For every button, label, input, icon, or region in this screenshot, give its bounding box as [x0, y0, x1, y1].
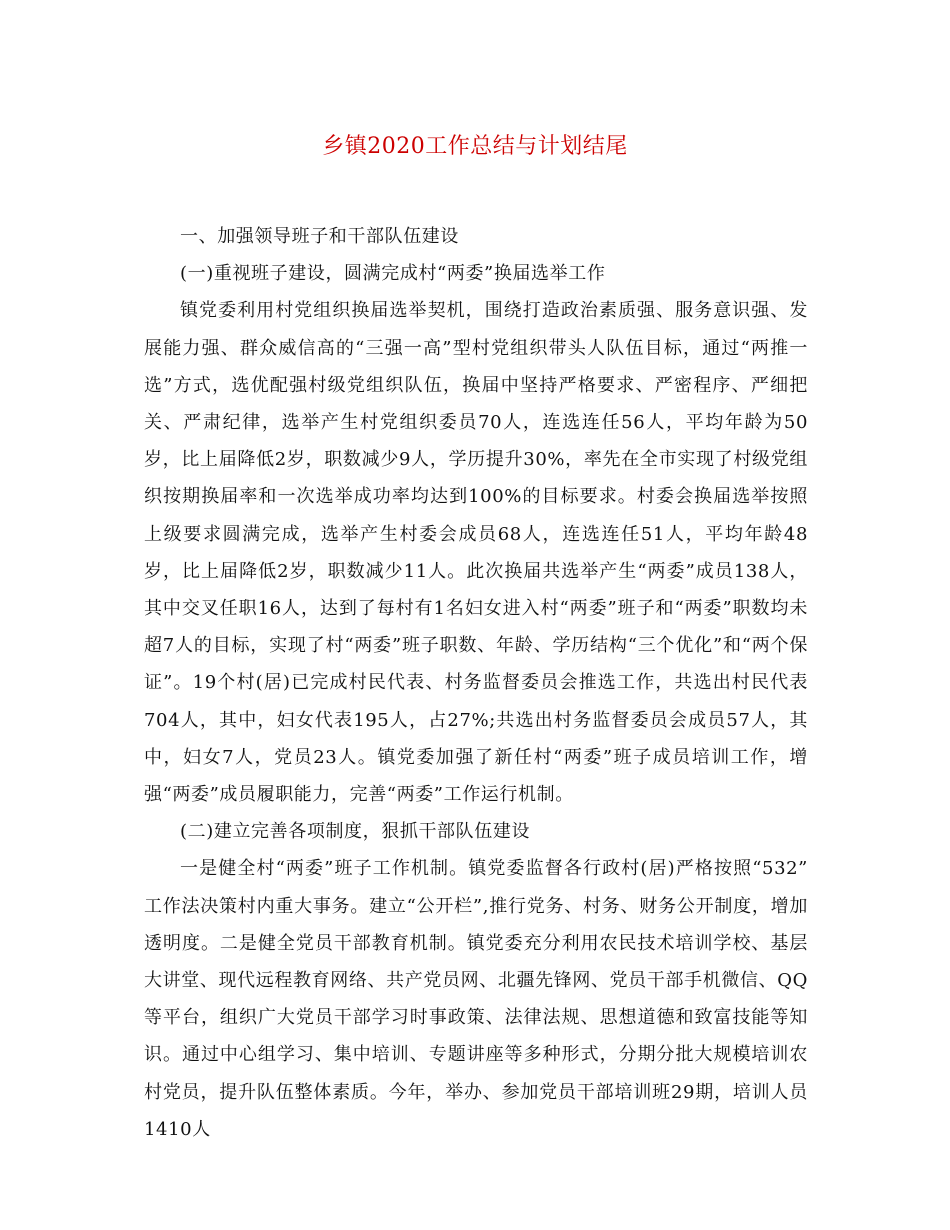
body-paragraph: 镇党委利用村党组织换届选举契机，围绕打造政治素质强、服务意识强、发展能力强、群众威信高的“三强一高”型村党组织带头人队伍目标，通过“两推一选”方式，选优配强村级党组织队伍，换届中坚持严格要求、严密程序、严细把关、严肃纪律，选举产生村党组织委员70人，连选连任56人，平均年龄为50岁，比上届降低2岁，职数减少9人，学历提升30%，率先在全市实现了村级党组织按期换届率和一次选举成功率均达到100%的目标要求。村委会换届选举按照上级要求圆满完成，选举产生村委会成员68人，连选连任51人，平均年龄48岁，比上届降低2岁，职数减少11人。此次换届共选举产生“两委”成员138人，其中交叉任职16人，达到了每村有1名妇女进入村“两委”班子和“两委”职数均未超7人的目标，实现了村“两委”班子职数、年龄、学历结构“三个优化”和“两个保证”。19个村(居)已完成村民代表、村务监督委员会推选工作，共选出村民代表704人，其中，妇女代表195人，占27%;共选出村务监督委员会成员57人，其中，妇女7人，党员23人。镇党委加强了新任村“两委”班子成员培训工作，增强“两委”成员履职能力，完善“两委”工作运行机制。 — [144, 300, 808, 806]
subsection-heading: (一)重视班子建设，圆满完成村“两委”换届选举工作 — [180, 263, 606, 285]
document-title: 乡镇2020工作总结与计划结尾 — [322, 134, 628, 159]
body-paragraph: 一是健全村“两委”班子工作机制。镇党委监督各行政村(居)严格按照“532” 工作法决策村内重大事务。建立“公开栏”,推行党务、村务、财务公开制度，增加透明度。二是健全党员干部教育机制。镇党委充分利用农民技术培训学校、基层大讲堂、现代远程教育网络、共产党员网、北疆先锋网、党员干部手机微信、QQ等平台，组织广大党员干部学习时事政策、法律法规、思想道德和致富技能等知识。通过中心组学习、集中培训、专题讲座等多种形式，分期分批大规模培训农村党员，提升队伍整体素质。今年，举办、参加党员干部培训班29期，培训人员1410人 — [144, 858, 808, 1140]
document-body — [144, 218, 808, 1148]
section-heading: 一、加强领导班子和干部队伍建设 — [180, 226, 459, 247]
subsection-heading: (二)建立完善各项制度，狠抓干部队伍建设 — [180, 821, 531, 843]
